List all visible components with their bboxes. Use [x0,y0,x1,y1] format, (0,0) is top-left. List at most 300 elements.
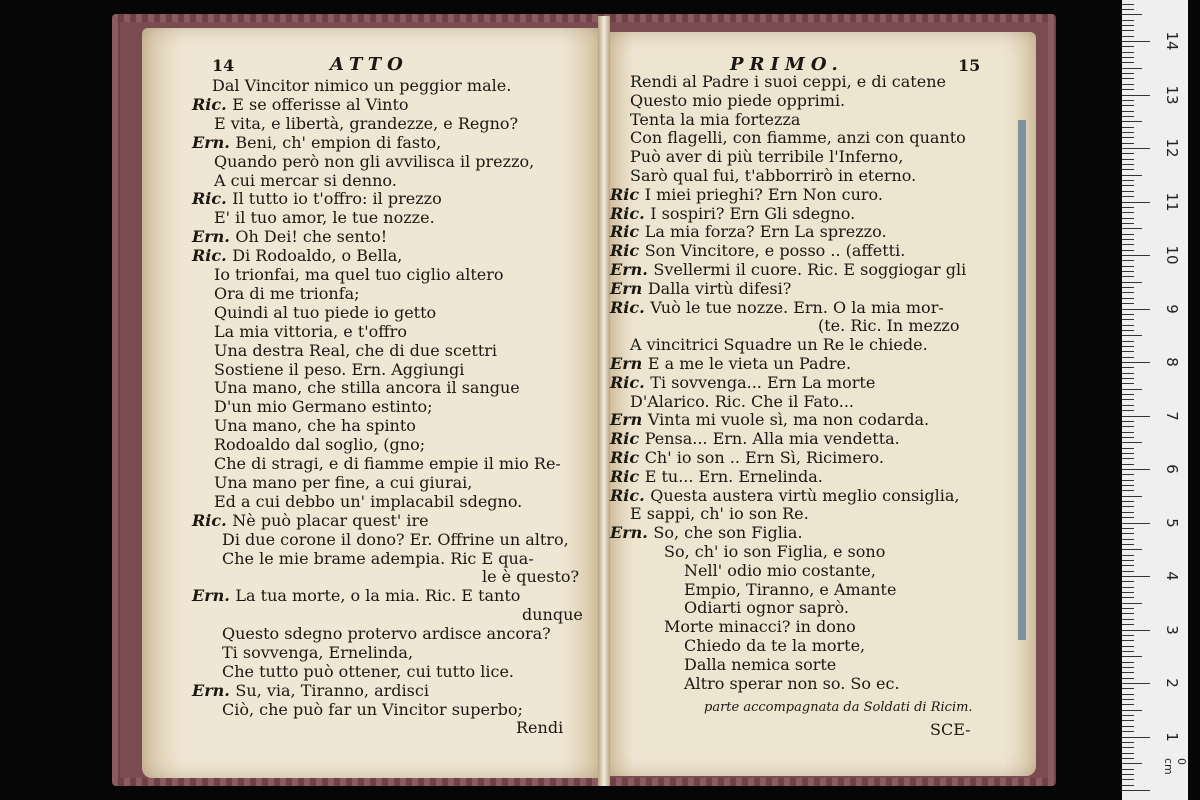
line-text: Che le mie brame adempia. Ric E qua- [222,548,534,568]
ruler-tick [1122,202,1150,203]
ruler-tick [1122,485,1134,486]
ruler-tick [1122,191,1134,192]
ruler-tick [1122,78,1134,79]
ruler-tick [1122,20,1134,21]
ruler-tick [1122,555,1134,556]
ruler-tick [1122,196,1134,197]
ruler-tick [1122,335,1142,336]
speaker-label: Ern. [192,227,236,247]
ruler-number: 1 [1163,731,1181,742]
ruler-tick [1122,646,1134,647]
ruler-tick [1122,148,1150,149]
ruler-tick [1122,774,1134,775]
ruler-tick [1122,325,1134,326]
ruler-tick [1122,560,1134,561]
text-line [610,185,883,204]
ruler-tick [1122,539,1134,540]
text-line [664,542,885,561]
text-line [630,504,809,523]
line-text: Beni, ch' empion di fasto, [235,132,442,152]
line-text: Di due corone il dono? Er. Offrine un altro, [222,529,569,549]
ruler-number: 13 [1163,84,1181,105]
ruler-tick [1122,367,1134,368]
ruler-tick [1122,753,1134,754]
ruler-tick [1122,399,1134,400]
text-line [630,72,946,91]
ruler-tick [1122,619,1134,620]
line-text: Con flagelli, con fiamme, anzi con quanto [630,128,966,148]
ruler-tick [1122,153,1134,154]
right-running-head: PRIMO. [730,54,844,75]
line-text: Nell' odio mio costante, [684,560,876,580]
line-text: Altro sperar non so. So ec. [684,673,900,693]
line-text: Ti sovvenga, Ernelinda, [222,643,414,662]
text-line [610,260,966,279]
text-line [214,360,464,379]
line-text: (te. Ric. In mezzo [818,316,960,336]
ruler-tick [1122,351,1134,352]
text-line [214,492,522,511]
ruler-tick [1122,105,1134,106]
line-text: E tu... Ern. Ernelinda. [644,466,823,486]
ruler-tick [1122,469,1150,470]
text-line [214,114,518,133]
text-line [610,429,900,448]
text-line [192,681,429,700]
ruler-tick [1122,266,1134,267]
text-line [214,152,534,171]
ruler-tick [1122,490,1134,491]
ruler-tick [1122,282,1142,283]
ruler-tick [1122,742,1134,743]
text-line [684,580,896,599]
ruler-number: 4 [1163,571,1181,581]
ruler-tick [1122,57,1134,58]
text-line [818,316,959,335]
line-text: Una mano, che ha spinto [214,416,416,436]
ruler-tick [1122,710,1142,711]
ruler-tick [1122,640,1134,641]
line-text: E vita, e libertà, grandezze, e Regno? [214,113,519,133]
ruler-tick [1122,737,1150,738]
line-text: Quando però non gli avvilisca il prezzo, [214,151,535,171]
ruler-tick [1122,581,1134,582]
line-text: Morte minacci? in dono [664,617,856,637]
text-line [192,95,409,114]
ruler-tick [1122,73,1134,74]
ruler-tick [1122,656,1142,657]
ruler-tick [1122,565,1134,566]
ruler-tick [1122,319,1134,320]
line-text: A cui mercar si denno. [214,170,397,190]
ruler-tick [1122,239,1134,240]
text-line [214,208,435,227]
text-line [222,530,569,549]
ruler-number: 11 [1163,191,1181,212]
text-line [214,454,561,473]
ruler-tick [1122,603,1142,604]
speaker-label: Ric [610,466,645,486]
speaker-label: Ric [610,184,645,204]
line-text: Svellermi il cuore. Ric. E soggiogar gli [653,260,967,279]
ruler-tick [1122,330,1134,331]
ruler-tick [1122,785,1134,786]
speaker-label: Ern. [610,523,654,543]
ruler-tick [1122,116,1134,117]
text-line [222,662,514,681]
ruler-tick [1122,426,1134,427]
ruler-tick [1122,89,1134,90]
ruler-tick [1122,421,1134,422]
ruler-tick [1122,250,1134,251]
ruler-tick [1122,244,1134,245]
line-text: Ti sovvenga... Ern La morte [650,372,876,392]
line-text: Pensa... Ern. Alla mia vendetta. [644,429,900,449]
page-stack-edge-right [1018,120,1026,640]
ruler-tick [1122,480,1134,481]
text-line [192,511,429,530]
stage-direction: parte accompagnata da Soldati di Ricim. [704,700,973,715]
line-text: Di Rodoaldo, o Bella, [232,246,403,266]
text-line [482,567,579,586]
ruler-tick [1122,121,1142,122]
line-text: Ora di me trionfa; [214,283,360,303]
ruler-tick [1122,416,1150,417]
line-text: Odiarti ognor saprò. [684,598,849,618]
ruler-tick [1122,207,1134,208]
line-text: I miei prieghi? Ern Non curo. [644,184,883,204]
line-text: E a me le vieta un Padre. [647,354,852,373]
text-line [684,636,865,655]
ruler-tick [1122,185,1134,186]
left-page-number: 14 [212,56,235,75]
speaker-label: Ric. [610,203,651,223]
text-line [192,586,520,605]
line-text: Son Vincitore, e posso .. (affetti. [644,241,906,261]
ruler-tick [1122,169,1134,170]
speaker-label: Ern [610,278,648,298]
line-text: Su, via, Tiranno, ardisci [235,680,429,700]
line-text: Rodoaldo dal soglio, (gno; [214,435,426,455]
ruler-tick [1122,758,1134,759]
text-line [610,298,944,317]
line-text: Una destra Real, che di due scettri [214,340,498,360]
ruler-tick [1122,608,1134,609]
ruler-tick [1122,496,1142,497]
ruler-number: 5 [1163,517,1181,528]
text-line [684,674,900,693]
speaker-label: Ric. [192,189,233,209]
speaker-label: Ern. [610,260,654,279]
text-line [610,222,887,241]
line-text: Una mano, che stilla ancora il sangue [214,378,520,398]
text-line [214,171,397,190]
ruler-tick [1122,432,1134,433]
text-line [214,303,436,322]
book-gutter [598,16,610,786]
ruler-tick [1122,667,1134,668]
text-line [214,473,472,492]
line-text: Tenta la mia fortezza [630,109,801,129]
text-line [214,378,520,397]
ruler-tick [1122,383,1134,384]
ruler-tick [1122,458,1134,459]
line-text: dunque [522,605,583,625]
line-text: Una mano per fine, a cui giurai, [214,472,473,492]
ruler-tick [1122,747,1134,748]
text-line [214,416,416,435]
ruler-tick [1122,287,1134,288]
ruler-tick [1122,346,1134,347]
ruler-tick [1122,587,1134,588]
line-text: Il tutto io t'offro: il prezzo [232,189,442,209]
speaker-label: Ern. [192,132,236,152]
line-text: Dalla virtù difesi? [647,278,792,298]
ruler-number: 9 [1163,303,1181,314]
ruler-tick [1122,523,1150,524]
ruler-tick [1122,271,1134,272]
ruler-number: 14 [1163,31,1181,51]
ruler-tick [1122,779,1134,780]
ruler-tick [1122,474,1134,475]
ruler-tick [1122,624,1134,625]
text-line [610,467,823,486]
left-running-head: ATTO [330,54,409,75]
line-text: Questo sdegno protervo ardisce ancora? [222,624,551,644]
speaker-label: Ern. [192,586,236,606]
ruler-tick [1122,362,1150,363]
line-text: Che tutto può ottener, cui tutto lice. [222,661,515,681]
ruler-tick [1122,512,1134,513]
ruler-tick [1122,218,1134,219]
text-line [610,523,803,542]
line-text: Nè può placar quest' ire [232,510,429,530]
ruler-tick [1122,100,1134,101]
line-text: Questa austera virtù meglio consiglia, [650,485,960,505]
ruler-tick [1122,137,1134,138]
line-text: Sostiene il peso. Ern. Aggiungi [214,359,465,379]
ruler-tick [1122,314,1134,315]
line-text: E' il tuo amor, le tue nozze. [214,208,435,228]
ruler-tick [1122,41,1150,42]
line-text: Può aver di più terribile l'Inferno, [630,147,904,167]
ruler-tick [1122,84,1134,85]
ruler-tick [1122,9,1134,10]
text-line [610,486,959,505]
ruler-tick [1122,394,1134,395]
text-line [192,246,402,265]
line-text: La tua morte, o la mia. Ric. E tanto [235,586,521,606]
line-text: Che di stragi, e di fiamme empie il mio Re- [214,454,561,473]
ruler-tick [1122,672,1134,673]
line-text: Ch' io son .. Ern Sì, Ricimero. [644,448,884,467]
ruler-tick [1122,95,1150,96]
line-text: E se offerisse al Vinto [232,94,409,114]
ruler-tick [1122,437,1134,438]
ruler-tick [1122,549,1142,550]
speaker-label: Ric. [610,297,651,317]
ruler-tick [1122,501,1134,502]
ruler-tick [1122,46,1134,47]
ruler-tick [1122,25,1134,26]
text-line [630,91,845,110]
text-line [630,110,800,129]
ruler-tick [1122,448,1134,449]
ruler-tick [1122,52,1134,53]
ruler-tick [1122,704,1134,705]
ruler-tick [1122,36,1134,37]
ruler-tick [1122,298,1134,299]
ruler-tick [1122,378,1134,379]
ruler-tick [1122,223,1134,224]
ruler-number: 8 [1163,357,1181,367]
ruler-tick [1122,212,1134,213]
line-text: La mia vittoria, e t'offro [214,321,407,341]
speaker-label: Ric [610,241,645,261]
ruler-tick [1122,506,1134,507]
text-line [630,335,928,354]
ruler-unit: 0 cm [1162,758,1188,775]
speaker-label: Ric [610,222,645,242]
line-text: Dalla nemica sorte [684,654,837,674]
speaker-label: Ric. [192,94,233,114]
ruler-tick [1122,630,1150,631]
text-line [684,561,876,580]
line-text: Vuò le tue nozze. Ern. O la mia mor- [650,297,944,317]
ruler-tick [1122,309,1150,310]
ruler-tick [1122,763,1142,764]
speaker-label: Ern. [192,680,236,700]
line-text: Ciò, che può far un Vincitor superbo; [222,699,523,719]
ruler-tick [1122,341,1134,342]
ruler-tick [1122,132,1134,133]
line-text: So, che son Figlia. [653,523,803,543]
text-line [214,284,360,303]
ruler-tick [1122,175,1142,176]
ruler-tick [1122,731,1134,732]
ruler-tick [1122,180,1134,181]
ruler-tick [1122,62,1134,63]
text-line [610,354,851,373]
ruler-tick [1122,159,1134,160]
text-line [212,76,511,95]
ruler-tick [1122,528,1134,529]
text-line [522,605,583,624]
speaker-label: Ern [610,410,648,430]
ruler-tick [1122,303,1134,304]
measurement-ruler [1122,0,1188,800]
ruler-tick [1122,544,1134,545]
ruler-tick [1122,726,1134,727]
line-text: Quindi al tuo piede io getto [214,302,437,322]
ruler-tick [1122,699,1134,700]
line-text: Vinta mi vuole sì, ma non codarda. [647,410,930,430]
line-text: le è questo? [482,567,580,587]
ruler-tick [1122,576,1150,577]
text-line [630,147,903,166]
text-line [664,617,856,636]
text-line [610,410,929,429]
ruler-tick [1122,464,1134,465]
ruler-tick [1122,613,1134,614]
right-catchword: SCE- [930,720,971,739]
ruler-tick [1122,127,1134,128]
left-catchword: Rendi [516,718,564,737]
ruler-tick [1122,228,1142,229]
ruler-tick [1122,111,1134,112]
text-line [222,549,534,568]
ruler-tick [1122,4,1134,5]
ruler-tick [1122,592,1134,593]
speaker-label: Ric. [192,246,233,266]
ruler-tick [1122,373,1134,374]
ruler-tick [1122,635,1134,636]
line-text: La mia forza? Ern La sprezzo. [644,222,887,242]
ruler-tick [1122,571,1134,572]
ruler-tick [1122,276,1134,277]
text-line [214,322,407,341]
ruler-number: 3 [1163,624,1181,635]
line-text: So, ch' io son Figlia, e sono [664,542,886,561]
speaker-label: Ric. [610,372,651,392]
line-text: Ed a cui debbo un' implacabil sdegno. [214,491,523,511]
speaker-label: Ric [610,429,645,449]
text-line [214,265,504,284]
ruler-tick [1122,357,1134,358]
ruler-tick [1122,715,1134,716]
text-line [222,643,413,662]
ruler-tick [1122,14,1142,15]
ruler-tick [1122,769,1134,770]
text-line [192,227,387,246]
ruler-number: 2 [1163,678,1181,688]
ruler-tick [1122,30,1134,31]
line-text: D'un mio Germano estinto; [214,397,433,417]
ruler-tick [1122,720,1134,721]
line-text: D'Alarico. Ric. Che il Fato... [630,391,854,411]
text-line [610,373,875,392]
ruler-tick [1122,442,1142,443]
ruler-tick [1122,453,1134,454]
ruler-tick [1122,683,1150,684]
speaker-label: Ric [610,448,645,467]
line-text: Rendi al Padre i suoi ceppi, e di catene [630,72,946,91]
text-line [610,448,884,467]
ruler-tick [1122,389,1142,390]
text-line [192,133,441,152]
ruler-tick [1122,68,1142,69]
text-line [630,166,916,185]
text-line [630,128,966,147]
text-line [222,700,523,719]
ruler-tick [1122,533,1134,534]
ruler-tick [1122,143,1134,144]
text-line [610,204,855,223]
ruler-tick [1122,597,1134,598]
ruler-tick [1122,662,1134,663]
line-text: Questo mio piede opprimi. [630,90,846,110]
text-line [610,241,905,260]
text-line [222,624,551,643]
text-line [684,655,836,674]
ruler-tick [1122,651,1134,652]
speaker-label: Ric. [610,485,651,505]
ruler-tick [1122,678,1134,679]
ruler-tick [1122,688,1134,689]
line-text: Empio, Tiranno, e Amante [684,579,897,599]
ruler-tick [1122,292,1134,293]
ruler-tick [1122,790,1150,791]
